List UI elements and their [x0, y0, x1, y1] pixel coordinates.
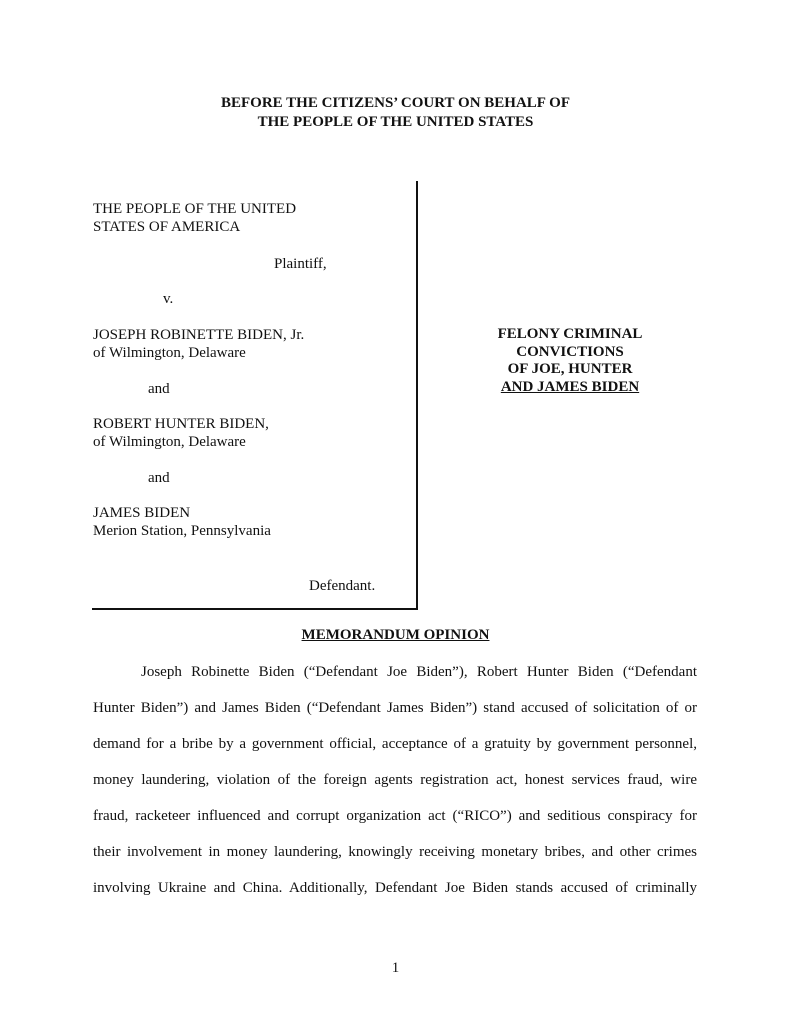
case-title-line-2: CONVICTIONS — [516, 343, 624, 360]
body-line: Joseph Robinette Biden (“Defendant Joe Biden”), Robert Hunter Biden (“Defendant — [141, 664, 697, 680]
defendant-2-location: of Wilmington, Delaware — [93, 434, 246, 450]
body-line: involving Ukraine and China. Additionally, Defendant Joe Biden stands accused of criminally — [93, 880, 697, 896]
memorandum-heading: MEMORANDUM OPINION — [301, 627, 490, 643]
plaintiff-name-line-1: THE PEOPLE OF THE UNITED — [93, 201, 297, 217]
case-title-line-3: OF JOE, HUNTER — [507, 361, 633, 377]
defendant-3-location: Merion Station, Pennsylvania — [93, 523, 271, 539]
court-heading — [0, 94, 791, 132]
page-number: 1 — [391, 960, 400, 976]
defendant-label: Defendant. — [309, 578, 376, 594]
case-title — [470, 326, 670, 396]
case-title-line-4: AND JAMES BIDEN — [500, 378, 640, 395]
caption-vertical-rule — [416, 181, 418, 610]
defendant-3-name: JAMES BIDEN — [93, 505, 191, 521]
and-connector-2: and — [148, 470, 170, 486]
body-line: money laundering, violation of the foreign agents registration act, honest services fraud, wire — [93, 772, 697, 788]
defendant-1-name: JOSEPH ROBINETTE BIDEN, Jr. — [93, 327, 305, 343]
body-line: Hunter Biden”) and James Biden (“Defendant James Biden”) stand accused of solicitation of or — [93, 700, 697, 716]
plaintiff-label: Plaintiff, — [274, 256, 327, 272]
body-line: their involvement in money laundering, knowingly receiving monetary bribes, and other crimes — [93, 844, 697, 860]
defendant-1-location: of Wilmington, Delaware — [93, 345, 246, 361]
and-connector-1: and — [148, 381, 170, 397]
plaintiff-name-line-2: STATES OF AMERICA — [93, 219, 241, 235]
case-title-line-1: FELONY CRIMINAL — [497, 326, 643, 342]
body-line: fraud, racketeer influenced and corrupt organization act (“RICO”) and seditious conspiracy for — [93, 808, 697, 824]
court-heading-line-1: BEFORE THE CITIZENS’ COURT ON BEHALF OF — [221, 95, 570, 111]
defendant-2-name: ROBERT HUNTER BIDEN, — [93, 416, 269, 432]
versus-label: v. — [163, 291, 174, 307]
court-heading-line-2: THE PEOPLE OF THE UNITED STATES — [257, 114, 534, 130]
caption-horizontal-rule — [92, 608, 418, 610]
body-line: demand for a bribe by a government official, acceptance of a gratuity by government personnel, — [93, 736, 697, 752]
